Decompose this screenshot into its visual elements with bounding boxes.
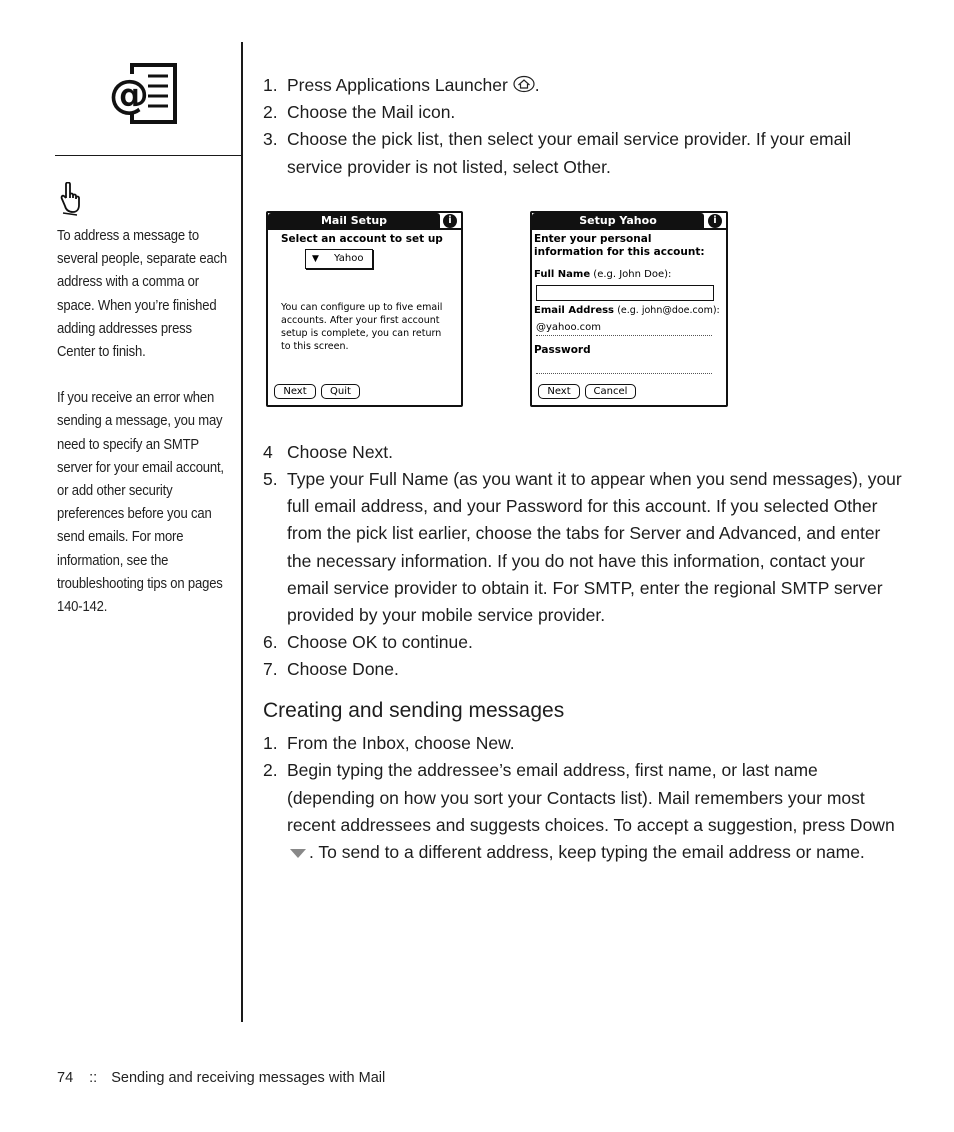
svg-text:@: @: [109, 72, 149, 118]
vertical-divider: [241, 42, 243, 1022]
screen-prompt: Enter your personal information for this account:: [534, 232, 705, 258]
at-document-icon: [108, 62, 180, 126]
tip-text-1: To address a message to several people, separate each address with a comma or space. When you’re finished adding addresses press Center to finish.: [57, 227, 228, 361]
fullname-label-row: [534, 268, 671, 281]
pointing-hand-tip-icon: [57, 182, 81, 216]
email-hint: (e.g. john@doe.com):: [617, 304, 720, 316]
fullname-input[interactable]: [536, 285, 714, 301]
section-creating: [263, 697, 903, 866]
step-number: 4: [263, 441, 273, 462]
step-text: Choose the pick list, then select your email service provider. If your email service provider is not listed, select Other.: [287, 129, 852, 177]
step-number: 5.: [263, 469, 278, 490]
picklist-value: Yahoo: [334, 252, 364, 264]
step-number: 3.: [263, 129, 278, 150]
list-item: [263, 656, 903, 683]
password-label: Password: [534, 343, 591, 356]
list-item: [263, 757, 903, 866]
tip-text-2: If you receive an error when sending a message, you may need to specify an SMTP server for your email account, or add other security preferences before you can send emails. For more information, see the troubleshooting tips on pages 140-142.: [57, 389, 224, 616]
step-text: Choose the Mail icon.: [287, 102, 456, 123]
screen-title: Mail Setup: [268, 213, 440, 229]
step-number: 2.: [263, 102, 278, 123]
next-button[interactable]: Next: [538, 384, 580, 399]
steps-list-configure: [263, 439, 903, 684]
list-item: [263, 466, 903, 629]
mail-setup-screen: [266, 211, 463, 407]
down-arrow-icon: [287, 846, 309, 860]
step-text: Press Applications Launcher: [287, 75, 508, 95]
step-text: Choose Next.: [287, 441, 394, 462]
title-underline: [268, 228, 461, 230]
step-text: From the Inbox, choose New.: [287, 733, 515, 754]
fullname-label: Full Name: [534, 268, 591, 280]
info-icon[interactable]: i: [443, 214, 457, 228]
step-number: 2.: [263, 760, 278, 781]
screen-titlebar: [532, 213, 726, 229]
step-suffix: .: [534, 75, 540, 95]
next-button[interactable]: Next: [274, 384, 316, 399]
email-field[interactable]: [536, 321, 712, 336]
step-text: Choose Done.: [287, 659, 399, 680]
screen-body-text: You can configure up to five email accounts. After your first account setup is complete, you can return to this screen.: [281, 301, 443, 352]
step-number: 6.: [263, 632, 278, 653]
setup-yahoo-screen: [530, 211, 728, 407]
list-item: [263, 629, 903, 656]
step-number: 7.: [263, 659, 278, 680]
steps-list-compose: [263, 730, 903, 866]
step-number: 1.: [263, 733, 278, 754]
provider-picklist[interactable]: [305, 249, 373, 269]
email-label-row: [534, 304, 720, 317]
screen-titlebar: [268, 213, 461, 229]
device-screenshots: [263, 181, 903, 439]
step-text-continued: . To send to a different address, keep typing the email address or name.: [309, 842, 865, 863]
email-label: Email Address: [534, 304, 615, 316]
sidebar-divider: [55, 155, 242, 156]
title-underline: [532, 228, 726, 230]
footer-section-title: Sending and receiving messages with Mail: [111, 1070, 386, 1086]
list-item: [263, 730, 903, 757]
sidebar-tips: [57, 224, 237, 641]
steps-list-setup: [263, 72, 903, 181]
step-text: Begin typing the addressee’s email address, first name, or last name (depending on how you sort your Contacts list). Mail remembers your most recent addressees and suggests choices. To accept a suggestion, press Down: [287, 760, 895, 835]
step-text: Type your Full Name (as you want it to appear when you send messages), your full email address, and your Password for this account. If you selected Other from the pick list earlier, choose the tabs for Server and Advanced, and enter the necessary information. If you do not have this information, contact your email service provider to obtain it. For SMTP, enter the regional SMTP server provided by your mobile service provider.: [287, 469, 902, 626]
chevron-down-icon: ▼: [312, 253, 319, 264]
step-text: Choose OK to continue.: [287, 632, 473, 653]
cancel-button[interactable]: Cancel: [585, 384, 636, 399]
page-footer: [57, 1070, 385, 1086]
list-item: [263, 126, 903, 180]
step-number: 1.: [263, 75, 278, 95]
list-item: [263, 439, 903, 466]
list-item: [263, 99, 903, 126]
quit-button[interactable]: Quit: [321, 384, 360, 399]
fullname-hint: (e.g. John Doe):: [593, 268, 672, 280]
main-content: [263, 72, 903, 684]
footer-separator: ::: [89, 1070, 98, 1086]
section-heading: Creating and sending messages: [263, 699, 565, 722]
list-item: [263, 72, 903, 99]
password-field[interactable]: [536, 361, 712, 374]
screen-prompt: Select an account to set up: [281, 232, 443, 245]
home-launcher-icon: [513, 75, 535, 93]
screen-title: Setup Yahoo: [532, 213, 704, 229]
email-field-value: @yahoo.com: [536, 321, 601, 333]
page-number: 74: [57, 1070, 74, 1086]
info-icon[interactable]: i: [708, 214, 722, 228]
